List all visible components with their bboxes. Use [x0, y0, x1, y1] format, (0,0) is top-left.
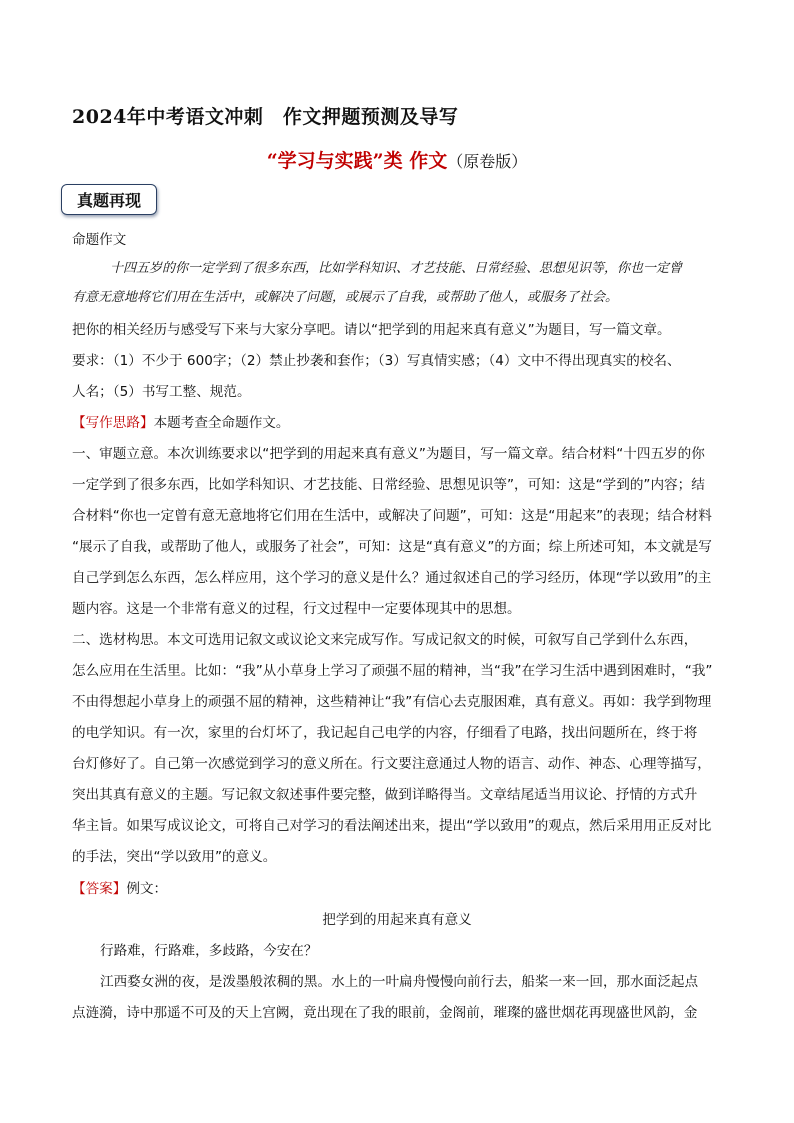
answer-text: 例文：: [126, 881, 168, 897]
requirement-line: 人名；（5）书写工整、规范。: [72, 384, 251, 400]
analysis-line: 合材料“你也一定曾有意无意地将它们用在生活中，或解决了问题”，可知：这是“用起来”的表现；结合材料: [72, 508, 712, 524]
analysis-line: 台灯修好了。自己第一次感觉到学习的意义所在。行文要注意通过人物的语言、动作、神态、心理等描写，: [72, 756, 711, 772]
analysis-line: 的手法，突出“学以致用”的意义。: [72, 849, 277, 865]
subtitle-paren: （原卷版）: [447, 152, 528, 171]
thinking-text: 本题考查全命题作文。: [153, 415, 290, 431]
analysis-line: “展示了自我，或帮助了他人，或服务了社会”，可知：这是“真有意义”的方面；综上所述可知，本文就是写: [72, 539, 712, 555]
analysis-line: 题内容。这是一个非常有意义的过程，行文过程中一定要体现其中的思想。: [72, 601, 521, 617]
answer-intro: [72, 879, 167, 899]
analysis-line: 华主旨。如果写成议论文，可将自己对学习的看法阐述出来，提出“学以致用”的观点，然后采用用正反对比: [72, 818, 712, 834]
subtitle-main: “学习与实践”类 作文: [266, 150, 448, 172]
analysis-line: 一、审题立意。本次训练要求以“把学到的用起来真有意义”为题目，写一篇文章。结合材料“十四五岁的你: [72, 446, 705, 462]
document-title: 2024年中考语文冲刺 作文押题预测及导写: [72, 106, 459, 128]
essay-line: 江西婺女洲的夜，是泼墨般浓稠的黑。水上的一叶扁舟慢慢向前行去，船桨一来一回，那水面泛起点: [100, 974, 699, 990]
essay-title: 把学到的用起来真有意义: [322, 912, 472, 928]
analysis-line: 一定学到了很多东西，比如学科知识、才艺技能、日常经验、思想见识等”，可知：这是“学到的”内容；结: [72, 477, 705, 493]
document-subtitle: [0, 146, 794, 173]
prompt-line: 把你的相关经历与感受写下来与大家分享吧。请以“把学到的用起来真有意义”为题目，写一篇文章。: [72, 322, 671, 338]
essay-line: 点涟漪，诗中那遥不可及的天上宫阙，竟出现在了我的眼前，金阁前，璀璨的盛世烟花再现盛世风韵，金: [72, 1005, 698, 1021]
analysis-line: 二、选材构思。本文可选用记叙文或议论文来完成写作。写成记叙文的时候，可叙写自己学到什么东西，: [72, 632, 698, 648]
material-line: 有意无意地将它们用在生活中，或解决了问题，或展示了自我，或帮助了他人，或服务了社会。: [72, 290, 619, 305]
analysis-line: 的电学知识。有一次，家里的台灯坏了，我记起自己电学的内容，仔细看了电路，找出问题所在，终于将: [72, 725, 698, 741]
analysis-line: 突出其真有意义的主题。写记叙文叙述事件要完整，做到详略得当。文章结尾适当用议论、抒情的方式升: [72, 787, 698, 803]
thinking-label: 【写作思路】: [72, 415, 154, 431]
essay-line: 行路难，行路难，多歧路，今安在？: [100, 943, 318, 959]
analysis-line: 怎么应用在生活里。比如：“我”从小草身上学习了顽强不屈的精神，当“我”在学习生活中遇到困难时，“我”: [72, 663, 713, 679]
requirement-line: 要求：（1）不少于 600字；（2）禁止抄袭和套作；（3）写真情实感；（4）文中不得出现真实的校名、: [72, 353, 681, 369]
analysis-line: 不由得想起小草身上的顽强不屈的精神，这些精神让“我”有信心去克服困难，真有意义。再如：我学到物理: [72, 694, 712, 710]
answer-label: 【答案】: [72, 881, 127, 897]
material-line: 十四五岁的你一定学到了很多东西，比如学科知识、才艺技能、日常经验、思想见识等，你也一定曾: [110, 261, 683, 276]
section-heading-box: [61, 184, 157, 215]
section-heading-label: 真题再现: [76, 191, 141, 210]
analysis-line: 自己学到怎么东西，怎么样应用，这个学习的意义是什么？通过叙述自己的学习经历，体现“学以致用”的主: [72, 570, 712, 586]
thinking-intro: [72, 413, 290, 433]
prompt-type: 命题作文: [72, 232, 127, 248]
